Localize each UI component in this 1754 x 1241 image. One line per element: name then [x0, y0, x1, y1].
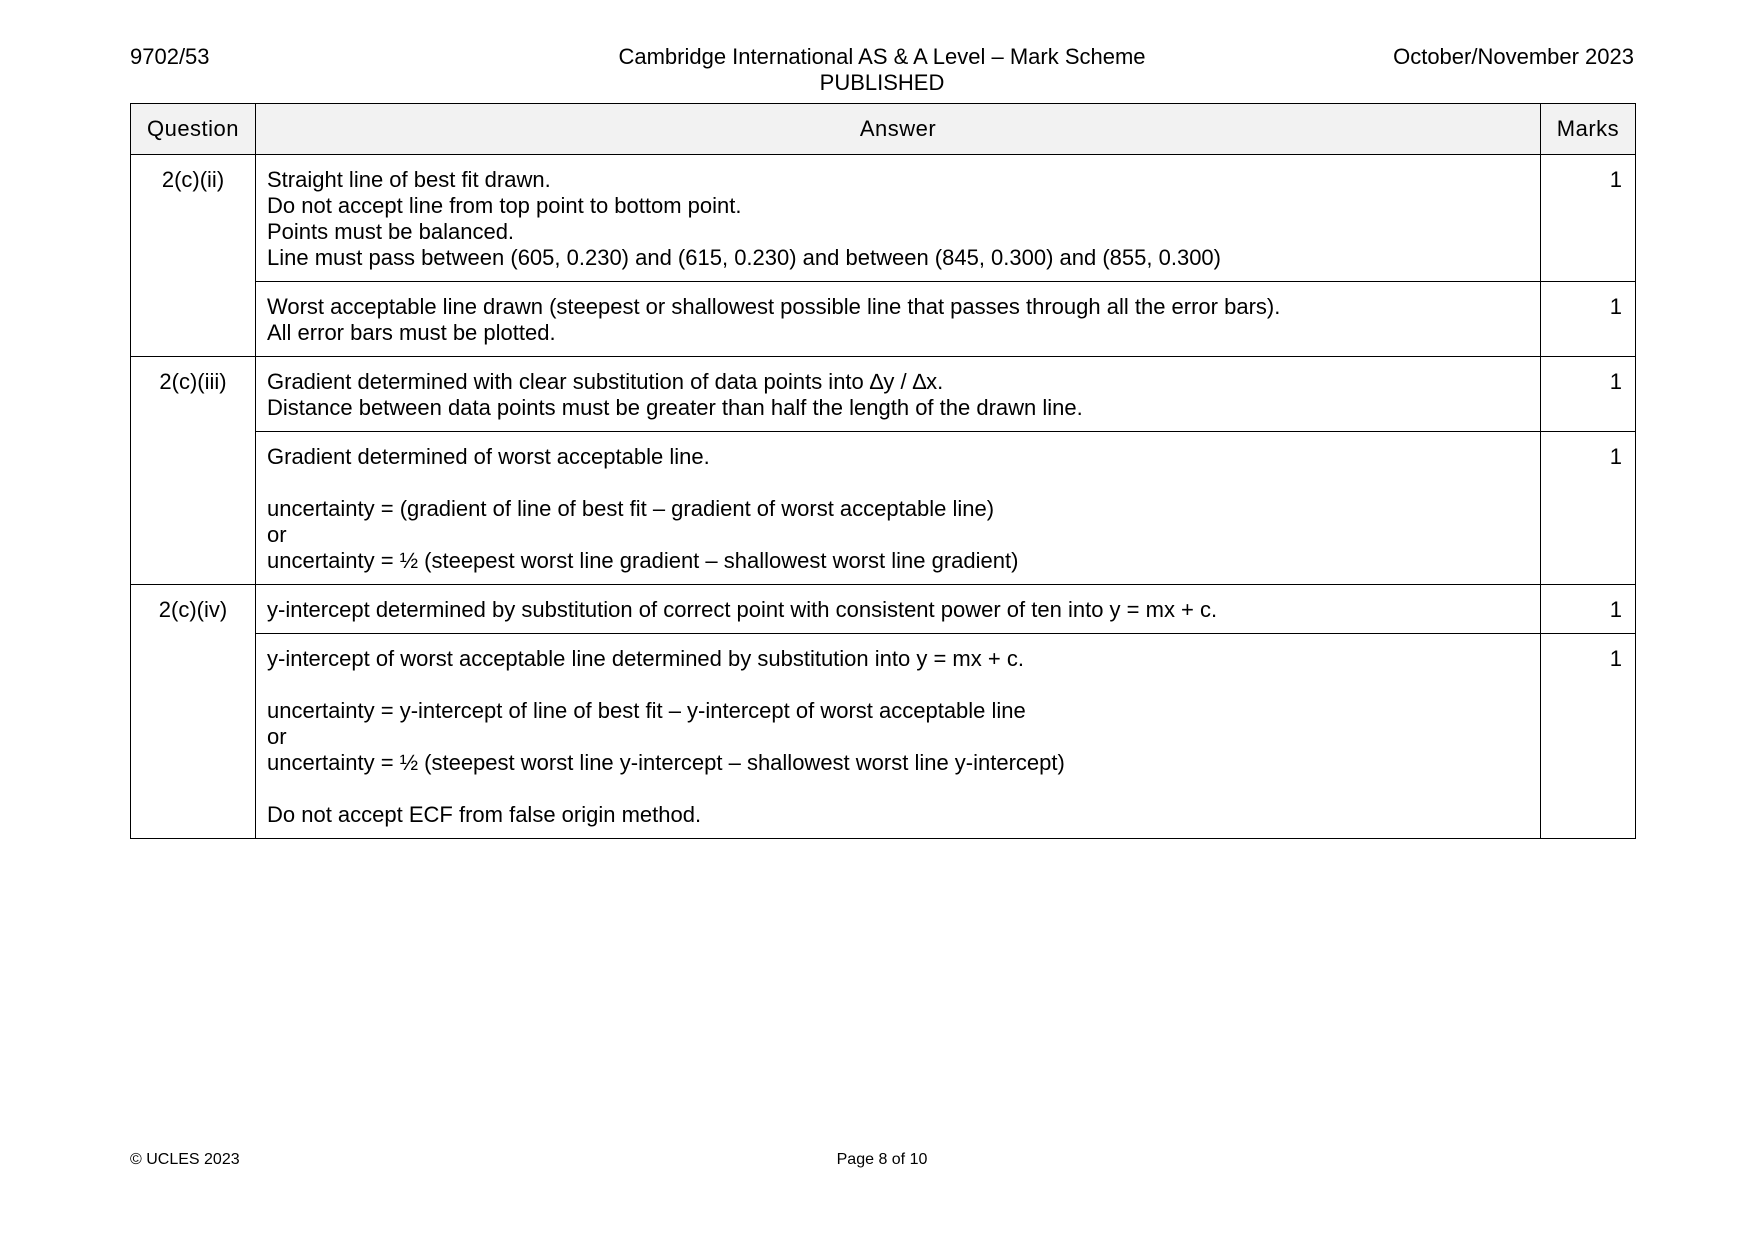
mark-scheme-body	[131, 155, 1636, 839]
answer-spacer	[267, 470, 1528, 496]
column-header-marks: Marks	[1541, 104, 1636, 155]
table-row	[131, 282, 1636, 357]
marks-cell: 1	[1541, 634, 1636, 839]
copyright: © UCLES 2023	[130, 1151, 240, 1168]
answer-line: Distance between data points must be greater than half the length of the drawn line.	[267, 395, 1083, 420]
published-label: PUBLISHED	[819, 70, 945, 95]
answer-cell	[256, 155, 1541, 282]
answer-line: uncertainty = ½ (steepest worst line y-intercept – shallowest worst line y-intercept)	[267, 750, 1065, 775]
table-row	[131, 155, 1636, 282]
marks-cell: 1	[1541, 357, 1636, 432]
answer-line: Gradient determined with clear substitution of data points into ∆y / ∆x.	[267, 369, 944, 394]
answer-line: or	[267, 724, 287, 749]
question-number: 2(c)(iv)	[131, 585, 256, 839]
question-number: 2(c)(ii)	[131, 155, 256, 357]
question-number: 2(c)(iii)	[131, 357, 256, 585]
column-header-answer: Answer	[256, 104, 1541, 155]
marks-cell: 1	[1541, 282, 1636, 357]
answer-cell	[256, 282, 1541, 357]
answer-line: Gradient determined of worst acceptable line.	[267, 444, 710, 469]
table-row	[131, 585, 1636, 634]
answer-line: All error bars must be plotted.	[267, 320, 556, 345]
page-number: Page 8 of 10	[836, 1151, 928, 1168]
answer-line: y-intercept determined by substitution of correct point with consistent power of ten into y = mx + c.	[267, 597, 1218, 622]
answer-line: Straight line of best fit drawn.	[267, 167, 551, 192]
marks-cell: 1	[1541, 432, 1636, 585]
answer-line: y-intercept of worst acceptable line determined by substitution into y = mx + c.	[267, 646, 1024, 671]
answer-spacer	[267, 776, 1528, 802]
answer-line: Do not accept line from top point to bottom point.	[267, 193, 742, 218]
answer-spacer	[267, 672, 1528, 698]
answer-cell	[256, 432, 1541, 585]
answer-line: uncertainty = y-intercept of line of best fit – y-intercept of worst acceptable line	[267, 698, 1026, 723]
paper-code: 9702/53	[130, 44, 210, 69]
table-row	[131, 634, 1636, 839]
table-header-row	[131, 104, 1636, 155]
answer-line: Points must be balanced.	[267, 219, 515, 244]
answer-cell	[256, 357, 1541, 432]
marks-cell: 1	[1541, 155, 1636, 282]
answer-line: Do not accept ECF from false origin method.	[267, 802, 702, 827]
answer-line: uncertainty = (gradient of line of best fit – gradient of worst acceptable line)	[267, 496, 995, 521]
answer-line: Worst acceptable line drawn (steepest or shallowest possible line that passes through all the error bars).	[267, 294, 1281, 319]
answer-line: Line must pass between (605, 0.230) and (615, 0.230) and between (845, 0.300) and (855, 0.300)	[267, 245, 1221, 270]
answer-line: or	[267, 522, 287, 547]
document-title-text: Cambridge International AS & A Level – Mark Scheme	[618, 44, 1146, 69]
answer-cell	[256, 634, 1541, 839]
exam-session: October/November 2023	[1393, 44, 1634, 69]
answer-cell	[256, 585, 1541, 634]
table-row	[131, 357, 1636, 432]
marks-cell: 1	[1541, 585, 1636, 634]
answer-line: uncertainty = ½ (steepest worst line gradient – shallowest worst line gradient)	[267, 548, 1019, 573]
table-row	[131, 432, 1636, 585]
column-header-question: Question	[131, 104, 256, 155]
mark-scheme-table	[130, 103, 1636, 839]
